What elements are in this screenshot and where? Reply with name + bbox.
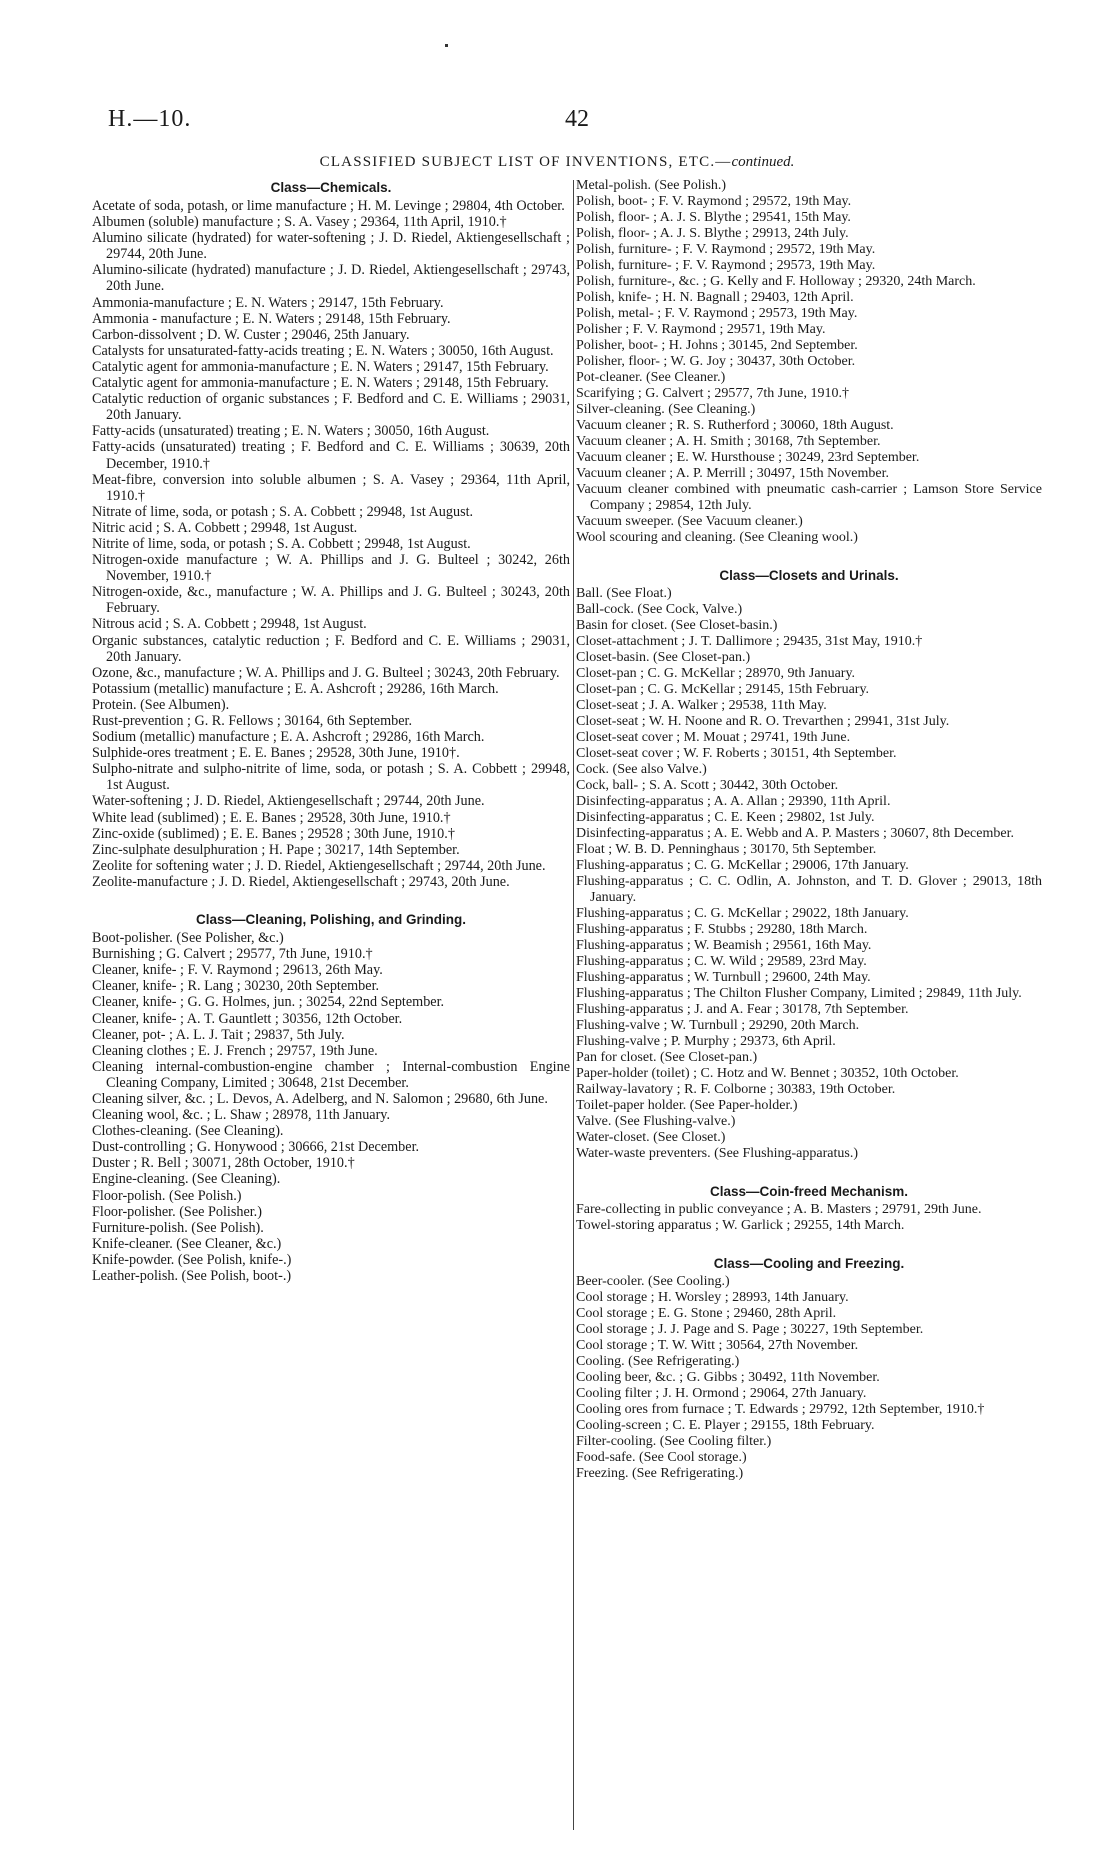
index-entry: Nitrate of lime, soda, or potash ; S. A. Cobbett ; 29948, 1st August. [92, 503, 474, 520]
index-entry: Zinc-oxide (sublimed) ; E. E. Banes ; 29528 ; 30th June, 1910.† [92, 825, 455, 842]
section-heading: Class—Cooling and Freezing. [713, 1256, 905, 1271]
index-entry: Toilet-paper holder. (See Paper-holder.) [576, 1098, 798, 1113]
index-entry: Float ; W. B. D. Penninghaus ; 30170, 5th September. [576, 842, 877, 857]
index-entry: Nitric acid ; S. A. Cobbett ; 29948, 1st August. [92, 519, 358, 536]
section-heading: Class—Coin-freed Mechanism. [709, 1184, 909, 1199]
index-entry: Cock, ball- ; S. A. Scott ; 30442, 30th October. [576, 778, 839, 793]
index-entry: Ball-cock. (See Cock, Valve.) [576, 602, 743, 617]
index-entry: Carbon-dissolvent ; D. W. Custer ; 29046, 25th January. [92, 326, 410, 343]
right-column [576, 178, 1042, 1482]
index-entry: Flushing-apparatus ; The Chilton Flusher Company, Limited ; 29849, 11th July. [576, 986, 1022, 1001]
index-entry: Vacuum cleaner combined with pneumatic cash-carrier ; Lamson Store Service Company ; 29854, 12th July. [576, 482, 1042, 513]
index-entry: Water-softening ; J. D. Riedel, Aktiengesellschaft ; 29744, 20th June. [92, 793, 485, 810]
index-entry: Cleaner, knife- ; A. T. Gauntlett ; 30356, 12th October. [92, 1010, 403, 1027]
index-entry: Alumino silicate (hydrated) for water-softening ; J. D. Riedel, Aktiengesellschaft ; 29744, 20th June. [92, 230, 570, 263]
index-entry: Duster ; R. Bell ; 30071, 28th October, 1910.† [92, 1155, 355, 1172]
index-entry: Cleaning silver, &c. ; L. Devos, A. Adelberg, and N. Salomon ; 29680, 6th June. [92, 1090, 548, 1107]
index-entry: Engine-cleaning. (See Cleaning). [92, 1171, 281, 1188]
running-title [0, 154, 1114, 171]
index-entry: Cooling beer, &c. ; G. Gibbs ; 30492, 11th November. [576, 1370, 880, 1385]
index-entry: Catalytic reduction of organic substances ; F. Bedford and C. E. Williams ; 29031, 20th January. [92, 391, 570, 424]
page-id: H.—10. [108, 106, 192, 132]
index-entry: Zeolite for softening water ; J. D. Riedel, Aktiengesellschaft ; 29744, 20th June. [92, 857, 546, 874]
index-entry: Polish, boot- ; F. V. Raymond ; 29572, 19th May. [576, 194, 852, 209]
index-entry: Closet-seat cover ; M. Mouat ; 29741, 19th June. [576, 730, 851, 745]
index-entry: Burnishing ; G. Calvert ; 29577, 7th June, 1910.† [92, 946, 373, 963]
index-entry: Cool storage ; J. J. Page and S. Page ; 30227, 19th September. [576, 1322, 924, 1337]
index-entry: Sulpho-nitrate and sulpho-nitrite of lime, soda, or potash ; S. A. Cobbett ; 29948, 1st August. [92, 761, 570, 794]
index-entry: Organic substances, catalytic reduction ; F. Bedford and C. E. Williams ; 29031, 20th January. [92, 632, 570, 665]
index-entry: Basin for closet. (See Closet-basin.) [576, 618, 778, 633]
index-entry: Cooling filter ; J. H. Ormond ; 29064, 27th January. [576, 1386, 867, 1401]
index-entry: Flushing-valve ; W. Turnbull ; 29290, 20th March. [576, 1018, 860, 1033]
index-entry: Cleaner, knife- ; F. V. Raymond ; 29613, 26th May. [92, 962, 383, 979]
index-entry: Ball. (See Float.) [576, 586, 672, 601]
index-entry: Boot-polisher. (See Polisher, &c.) [92, 930, 284, 947]
index-entry: Polish, furniture- ; F. V. Raymond ; 29573, 19th May. [576, 258, 876, 273]
index-entry: Flushing-apparatus ; C. C. Odlin, A. Johnston, and T. D. Glover ; 29013, 18th January. [576, 874, 1042, 905]
index-entry: Closet-pan ; C. G. McKellar ; 28970, 9th January. [576, 666, 856, 681]
section-heading: Class—Closets and Urinals. [719, 568, 899, 583]
index-entry: Beer-cooler. (See Cooling.) [576, 1274, 730, 1289]
index-entry: Metal-polish. (See Polish.) [576, 178, 727, 193]
index-entry: Closet-seat ; J. A. Walker ; 29538, 11th May. [576, 698, 827, 713]
index-entry: Cock. (See also Valve.) [576, 762, 707, 777]
index-entry: Disinfecting-apparatus ; A. E. Webb and A. P. Masters ; 30607, 8th December. [576, 826, 1014, 841]
index-entry: Disinfecting-apparatus ; C. E. Keen ; 29802, 1st July. [576, 810, 875, 825]
index-entry: Sulphide-ores treatment ; E. E. Banes ; 29528, 30th June, 1910†. [92, 745, 460, 762]
index-entry: Nitrogen-oxide manufacture ; W. A. Phillips and J. G. Bulteel ; 30242, 26th November, 1910.† [92, 552, 570, 585]
index-entry: Pot-cleaner. (See Cleaner.) [576, 370, 726, 385]
index-entry: Cooling. (See Refrigerating.) [576, 1354, 740, 1369]
index-entry: Flushing-valve ; P. Murphy ; 29373, 6th April. [576, 1034, 836, 1049]
index-entry: Valve. (See Flushing-valve.) [576, 1114, 736, 1129]
index-entry: Alumino-silicate (hydrated) manufacture ; J. D. Riedel, Aktiengesellschaft ; 29743, 20th June. [92, 262, 570, 295]
index-entry: Flushing-apparatus ; C. G. McKellar ; 29022, 18th January. [576, 906, 909, 921]
index-entry: Flushing-apparatus ; C. G. McKellar ; 29006, 17th January. [576, 858, 909, 873]
index-entry: Silver-cleaning. (See Cleaning.) [576, 402, 756, 417]
index-entry: Zinc-sulphate desulphuration ; H. Pape ; 30217, 14th September. [92, 841, 460, 858]
index-entry: Nitrite of lime, soda, or potash ; S. A. Cobbett ; 29948, 1st August. [92, 535, 471, 552]
index-entry: Leather-polish. (See Polish, boot-.) [92, 1268, 292, 1284]
index-entry: Water-waste preventers. (See Flushing-apparatus.) [576, 1146, 858, 1161]
index-entry: Polish, floor- ; A. J. S. Blythe ; 29541, 15th May. [576, 210, 851, 225]
index-entry: White lead (sublimed) ; E. E. Banes ; 29528, 30th June, 1910.† [92, 809, 451, 826]
index-entry: Towel-storing apparatus ; W. Garlick ; 29255, 14th March. [576, 1218, 905, 1233]
column-divider [573, 180, 574, 1830]
index-entry: Cool storage ; T. W. Witt ; 30564, 27th November. [576, 1338, 859, 1353]
print-mark [445, 44, 448, 47]
index-entry: Polish, floor- ; A. J. S. Blythe ; 29913, 24th July. [576, 226, 849, 241]
index-entry: Flushing-apparatus ; C. W. Wild ; 29589, 23rd May. [576, 954, 867, 969]
index-entry: Polish, furniture- ; F. V. Raymond ; 29572, 19th May. [576, 242, 876, 257]
index-entry: Sodium (metallic) manufacture ; E. A. Ashcroft ; 29286, 16th March. [92, 729, 485, 746]
index-entry: Fatty-acids (unsaturated) treating ; E. N. Waters ; 30050, 16th August. [92, 423, 490, 440]
index-entry: Ammonia-manufacture ; E. N. Waters ; 29147, 15th February. [92, 294, 444, 311]
index-entry: Cleaner, pot- ; A. L. J. Tait ; 29837, 5th July. [92, 1026, 345, 1043]
index-entry: Potassium (metallic) manufacture ; E. A. Ashcroft ; 29286, 16th March. [92, 680, 499, 697]
index-entry: Cooling ores from furnace ; T. Edwards ; 29792, 12th September, 1910.† [576, 1402, 985, 1417]
section-heading: Class—Chemicals. [270, 180, 392, 195]
index-entry: Cleaning wool, &c. ; L. Shaw ; 28978, 11th January. [92, 1107, 391, 1124]
index-entry: Closet-basin. (See Closet-pan.) [576, 650, 751, 665]
index-entry: Floor-polish. (See Polish.) [92, 1187, 242, 1204]
index-entry: Furniture-polish. (See Polish). [92, 1219, 264, 1236]
index-entry: Acetate of soda, potash, or lime manufacture ; H. M. Levinge ; 29804, 4th October. [92, 198, 565, 214]
index-entry: Knife-powder. (See Polish, knife-.) [92, 1251, 292, 1268]
index-entry: Protein. (See Albumen). [92, 696, 230, 713]
index-entry: Catalysts for unsaturated-fatty-acids treating ; E. N. Waters ; 30050, 16th August. [92, 342, 554, 359]
running-title-continued: continued. [731, 154, 795, 170]
index-entry: Cleaner, knife- ; R. Lang ; 30230, 20th September. [92, 978, 380, 995]
index-entry: Closet-seat ; W. H. Noone and R. O. Trevarthen ; 29941, 31st July. [576, 714, 950, 729]
index-entry: Cool storage ; E. G. Stone ; 29460, 28th April. [576, 1306, 837, 1321]
index-entry: Closet-attachment ; J. T. Dallimore ; 29435, 31st May, 1910.† [576, 634, 923, 649]
index-entry: Catalytic agent for ammonia-manufacture ; E. N. Waters ; 29148, 15th February. [92, 375, 549, 392]
index-entry: Polish, knife- ; H. N. Bagnall ; 29403, 12th April. [576, 290, 854, 305]
index-entry: Scarifying ; G. Calvert ; 29577, 7th June, 1910.† [576, 386, 849, 401]
index-entry: Disinfecting-apparatus ; A. A. Allan ; 29390, 11th April. [576, 794, 891, 809]
index-entry: Polisher, boot- ; H. Johns ; 30145, 2nd September. [576, 338, 858, 353]
page-number: 42 [565, 106, 589, 132]
index-entry: Freezing. (See Refrigerating.) [576, 1466, 744, 1481]
index-entry: Vacuum cleaner ; A. H. Smith ; 30168, 7th September. [576, 434, 881, 449]
index-entry: Food-safe. (See Cool storage.) [576, 1450, 747, 1465]
index-entry: Ammonia - manufacture ; E. N. Waters ; 29148, 15th February. [92, 310, 451, 327]
index-entry: Flushing-apparatus ; J. and A. Fear ; 30178, 7th September. [576, 1002, 909, 1017]
index-entry: Catalytic agent for ammonia-manufacture ; E. N. Waters ; 29147, 15th February. [92, 358, 549, 375]
index-entry: Fare-collecting in public conveyance ; A. B. Masters ; 29791, 29th June. [576, 1202, 982, 1217]
index-entry: Water-closet. (See Closet.) [576, 1130, 726, 1145]
index-entry: Vacuum cleaner ; R. S. Rutherford ; 30060, 18th August. [576, 418, 894, 433]
index-entry: Dust-controlling ; G. Honywood ; 30666, 21st December. [92, 1139, 420, 1156]
index-entry: Cleaning clothes ; E. J. French ; 29757, 19th June. [92, 1042, 378, 1059]
index-entry: Fatty-acids (unsaturated) treating ; F. Bedford and C. E. Williams ; 30639, 20th December, 1910.† [92, 439, 570, 472]
index-entry: Filter-cooling. (See Cooling filter.) [576, 1434, 772, 1449]
index-entry: Nitrous acid ; S. A. Cobbett ; 29948, 1st August. [92, 616, 367, 633]
index-entry: Ozone, &c., manufacture ; W. A. Phillips and J. G. Bulteel ; 30243, 20th February. [92, 664, 560, 681]
index-entry: Polish, metal- ; F. V. Raymond ; 29573, 19th May. [576, 306, 858, 321]
index-entry: Polish, furniture-, &c. ; G. Kelly and F. Holloway ; 29320, 24th March. [576, 274, 976, 289]
index-entry: Knife-cleaner. (See Cleaner, &c.) [92, 1235, 282, 1252]
running-title-text: CLASSIFIED SUBJECT LIST OF INVENTIONS, ETC.— [319, 154, 732, 170]
index-entry: Vacuum cleaner ; E. W. Hursthouse ; 30249, 23rd September. [576, 450, 920, 465]
section-heading: Class—Cleaning, Polishing, and Grinding. [195, 912, 467, 928]
index-entry: Floor-polisher. (See Polisher.) [92, 1203, 262, 1220]
index-entry: Cooling-screen ; C. E. Player ; 29155, 18th February. [576, 1418, 875, 1433]
index-entry: Cleaning internal-combustion-engine chamber ; Internal-combustion Engine Cleaning Company, Limited ; 30648, 21st December. [92, 1058, 570, 1091]
index-entry: Rust-prevention ; G. R. Fellows ; 30164, 6th September. [92, 713, 412, 729]
index-entry: Meat-fibre, conversion into soluble albumen ; S. A. Vasey ; 29364, 11th April, 1910.† [92, 471, 570, 504]
left-column [92, 178, 570, 1284]
index-entry: Wool scouring and cleaning. (See Cleaning wool.) [576, 530, 858, 545]
index-entry: Albumen (soluble) manufacture ; S. A. Vasey ; 29364, 11th April, 1910.† [92, 214, 507, 231]
index-entry: Zeolite-manufacture ; J. D. Riedel, Aktiengesellschaft ; 29743, 20th June. [92, 873, 510, 890]
index-entry: Vacuum cleaner ; A. P. Merrill ; 30497, 15th November. [576, 466, 889, 481]
index-entry: Clothes-cleaning. (See Cleaning). [92, 1123, 284, 1140]
index-entry: Flushing-apparatus ; F. Stubbs ; 29280, 18th March. [576, 922, 868, 937]
index-entry: Nitrogen-oxide, &c., manufacture ; W. A. Phillips and J. G. Bulteel ; 30243, 20th February. [92, 584, 570, 617]
index-entry: Polisher, floor- ; W. G. Joy ; 30437, 30th October. [576, 354, 856, 369]
index-entry: Vacuum sweeper. (See Vacuum cleaner.) [576, 514, 803, 529]
index-entry: Closet-pan ; C. G. McKellar ; 29145, 15th February. [576, 682, 870, 697]
index-entry: Cleaner, knife- ; G. G. Holmes, jun. ; 30254, 22nd September. [92, 994, 445, 1011]
index-entry: Flushing-apparatus ; W. Beamish ; 29561, 16th May. [576, 938, 872, 953]
index-entry: Flushing-apparatus ; W. Turnbull ; 29600, 24th May. [576, 970, 871, 985]
index-entry: Polisher ; F. V. Raymond ; 29571, 19th May. [576, 322, 826, 337]
index-entry: Closet-seat cover ; W. F. Roberts ; 30151, 4th September. [576, 746, 897, 761]
index-entry: Pan for closet. (See Closet-pan.) [576, 1050, 758, 1065]
index-entry: Railway-lavatory ; R. F. Colborne ; 30383, 19th October. [576, 1082, 896, 1097]
index-entry: Cool storage ; H. Worsley ; 28993, 14th January. [576, 1290, 849, 1305]
index-entry: Paper-holder (toilet) ; C. Hotz and W. Bennet ; 30352, 10th October. [576, 1066, 959, 1081]
